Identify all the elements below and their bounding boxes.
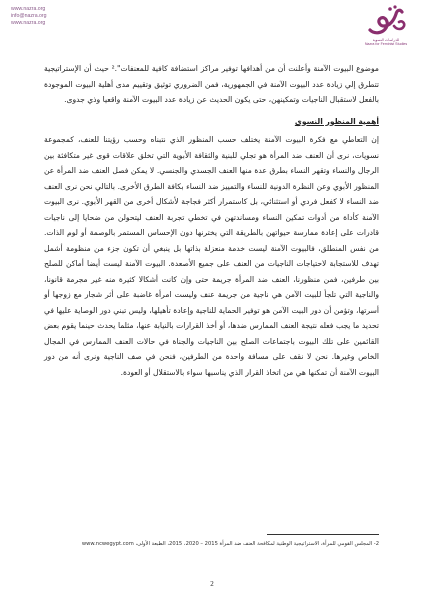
intro-paragraph: موضوع البيوت الآمنة وأعلنت أن من أهدافها توفير مراكز استضافة كافية للمعنفات".² حيث أن الإستراتيجية تتطرق إلي زيادة عدد البيوت الآمنة في الجمهورية، فمن الضروري توثيق وتقييم مدى أهلية البيوت الموجودة بالفعل لاستقبال الناجيات وتمكينهن، حتى يكون الحديث عن زيادة عدد البيوت الآمنة واقعيا وذي جدوى. <box>44 64 379 104</box>
header-contact <box>11 6 47 27</box>
header-email[interactable]: info@nazra.org <box>11 13 47 19</box>
footnote-divider <box>267 534 379 535</box>
header-url-2[interactable]: www.nazra.org <box>11 20 46 26</box>
page-number: 2 <box>210 580 214 588</box>
nazra-logo-mark <box>364 4 408 38</box>
logo-subtitle-en: Nazra for Feminist Studies <box>364 42 408 46</box>
logo-subtitle-ar: للدراسات النسوية <box>372 38 400 42</box>
nazra-logo <box>358 4 414 56</box>
header-url-1[interactable]: www.nazra.org <box>11 6 46 12</box>
footnote: 2- المجلس القومي للمرأة، الاستراتيجية الوطنية لمكافحة العنف ضد المرأة 2015 – 2020، 2015، الطبعة الأولى، www.ncwegypt.com <box>81 541 379 547</box>
section-heading: أهمية المنظور النسوي <box>294 116 379 126</box>
document-body <box>44 61 379 380</box>
section-paragraph: إن التعاطي مع فكرة البيوت الآمنة يختلف حسب المنظور الذي نتبناه وحسب رؤيتنا للعنف، كمجموعة نسويات، نرى أن العنف ضد المرأة هو تجلي للبنية والثقافة الأبوية التي تخلق علاقات قوى غير متكافئة بين الرجال والنساء وتقهر النساء بطرق عدة منها العنف الجسدي والجنسي. لا يمكن فصل العنف ضد المرأة عن المنظور الأبوي وعن النظرة الدونية للنساء والتمييز ضد النساء بكافة الطرق الأخرى. بالتالي نحن نرى العنف ضد النساء لا كفعل فردي أو استثنائي، بل كاستمرار أكثر فجاجة لأشكال أخرى من القهر الأبوي. نرى البيوت الآمنة كأداة من أدوات تمكين النساء ومساندتهن في تخطي تجربة العنف ليتحولن من ضحايا إلى ناجيات قادرات على إعادة ممارسة حيواتهن بالطريقة التي يخترنها دون الإحساس المستمر بالوصمة أو لوم الذات. من نفس المنطلق، فالبيوت الآمنة ليست خدمة منعزلة بذاتها بل ينبغي أن تكون جزء من منظومة أشمل تهدف للاستجابة لاحتياجات الناجيات من العنف على جميع الأصعدة. البيوت الآمنة ليست أيضا أماكن للصلح بين طرفين، فمن منظورنا، العنف ضد المرأة جريمة حتى وإن كانت أشكالا كثيرة منه غير مجرمة قانونا، والناجية التي تلجأ للبيت الآمن هي ناجية من جريمة عنف وليست امرأة غاضبة على أثر شجار مع زوجها أو أسرتها، وتؤمن أن دور البيت الآمن هو توفير الحماية للناجية وإعادة تأهيلها، وليس تبني دور الوصاية عليها في تحديد ما يجب فعله نتيجة العنف الممارس ضدها، أو أخذ القرارات بالنيابة عنها، مثلما يحدث حينما يقوم بعض القائمين على تلك البيوت باجتماعات الصلح بين الناجيات والجناة في حالات العنف الممارس في المجال الخاص وغيرها. نحن لا نقف على مسافة واحدة من الطرفين، فنحن في صف الناجية ونرى أنه من دور البيوت الآمنة أن تمكنها هي من اتخاذ القرار الذي يناسبها سواء بالاستقلال أو العودة. <box>44 135 379 377</box>
